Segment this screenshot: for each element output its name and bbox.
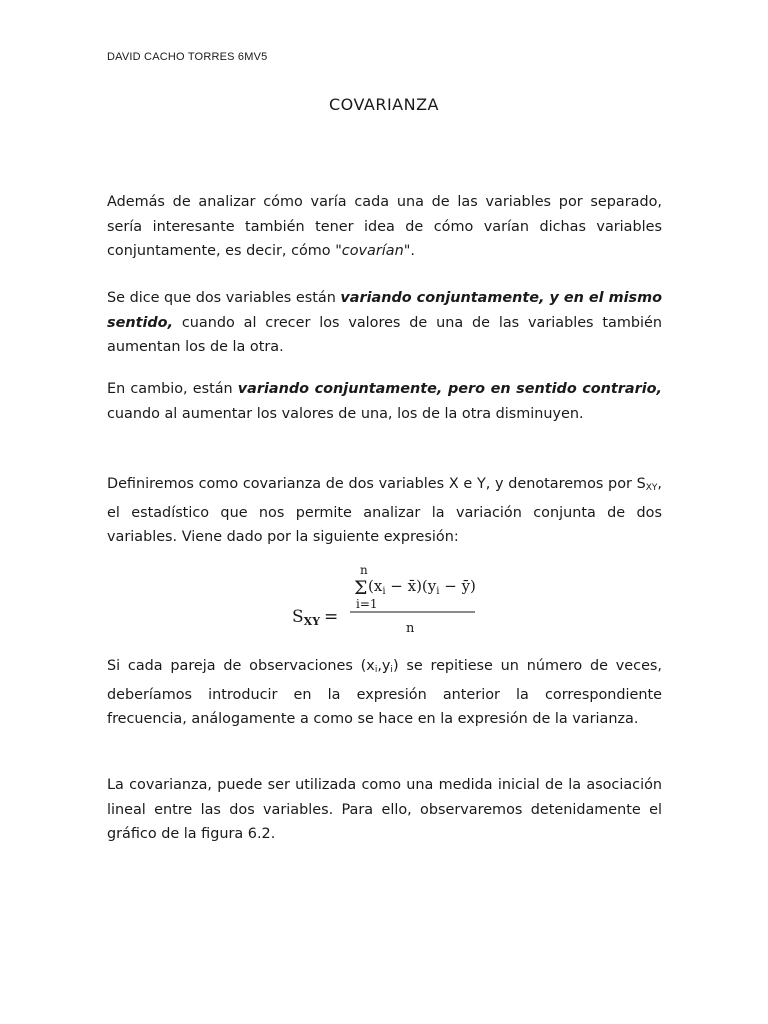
header-author: DAVID CACHO TORRES 6MV5 (107, 51, 268, 63)
paragraph-1-italic: "covarían" (335, 243, 411, 259)
paragraph-4 (107, 472, 662, 550)
paragraph-5-comma: ,y (377, 658, 391, 674)
paragraph-5-sub-2: i (390, 665, 393, 675)
paragraph-2-emphasis: variando conjuntamente, y en el mismo sentido, (107, 290, 662, 331)
paragraph-4-end: , el estadístico que nos permite analizar la variación conjunta de dos variables. Viene dado por la siguiente expresión: (107, 476, 662, 545)
page-title: COVARIANZA (328, 95, 439, 114)
formula-lhs: SXY = (292, 607, 339, 628)
paragraph-1-end: . (410, 243, 415, 259)
paragraph-2-end: cuando al crecer los valores de una de las variables también aumentan los de la otra. (107, 314, 662, 355)
paragraph-3-end: cuando al aumentar los valores de una, los de la otra disminuyen. (107, 405, 584, 422)
paragraph-4-subscript: XY (645, 483, 658, 493)
paragraph-3-emphasis: variando conjuntamente, pero en sentido contrario, (237, 381, 662, 397)
formula-denominator: n (406, 621, 415, 636)
paragraph-2 (107, 286, 662, 360)
formula-lower-limit: i=1 (356, 597, 378, 611)
paragraph-5-end: ) se repitiese un número de veces, deberíamos introducir en la expresión anterior la correspondiente frecuencia, análogamente a como se hace en la expresión de la varianza. (107, 658, 662, 727)
paragraph-5 (107, 654, 662, 732)
covariance-formula (290, 562, 480, 640)
paragraph-4-text: Definiremos como covarianza de dos variables X e Y, y denotaremos por S (107, 476, 646, 492)
paragraph-3-text: En cambio, están (107, 381, 238, 397)
paragraph-1-text: Además de analizar cómo varía cada una de las variables por separado, sería interesante también tener idea de cómo varían dichas variables conjuntamente, es decir, cómo (107, 194, 662, 259)
paragraph-2-text: Se dice que dos variables están (107, 290, 341, 306)
paragraph-6: La covarianza, puede ser utilizada como una medida inicial de la asociación lineal entre las dos variables. Para ello, observaremos detenidamente el gráfico de la figura 6.2. (107, 777, 662, 842)
formula-upper-limit: n (360, 563, 368, 577)
paragraph-5-text: Si cada pareja de observaciones (x (107, 658, 375, 674)
paragraph-5-sub-1: i (374, 665, 378, 675)
paragraph-1 (107, 190, 662, 264)
paragraph-3 (107, 377, 662, 426)
formula-sigma: Σ (354, 577, 368, 599)
formula-numerator: ($x_i$ − $x̄)(y_i$ − ȳ) (368, 577, 476, 597)
